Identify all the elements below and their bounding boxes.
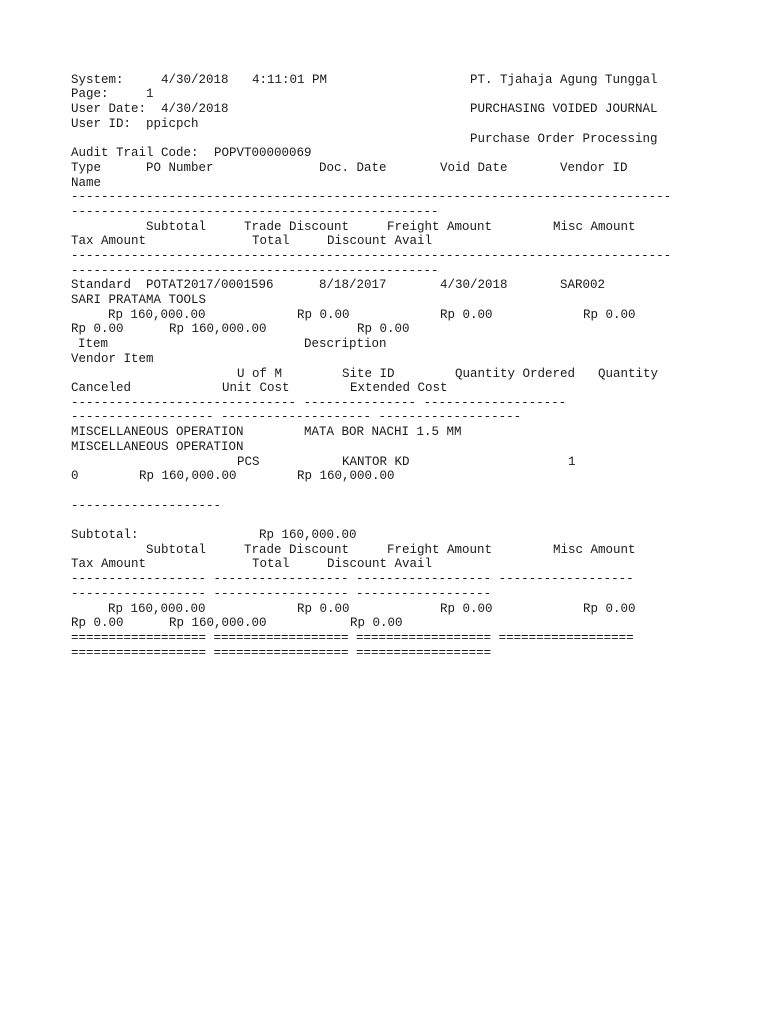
- po-trade-discount: Rp 0.00: [297, 308, 350, 322]
- col-description: Description: [304, 337, 387, 351]
- po-freight-amount: Rp 0.00: [440, 308, 493, 322]
- page-label: Page:: [71, 87, 109, 101]
- item-quantity-ordered: 1: [568, 455, 576, 469]
- item-description: MATA BOR NACHI 1.5 MM: [304, 425, 462, 439]
- col-freight-amount: Freight Amount: [387, 220, 493, 234]
- user-date-label: User Date:: [71, 102, 147, 116]
- col-type: Type: [71, 161, 102, 175]
- item-vendor-item: MISCELLANEOUS OPERATION: [71, 440, 244, 454]
- user-id: ppicpch: [146, 117, 199, 131]
- col-item: Item: [78, 337, 109, 351]
- item-unit-cost: Rp 160,000.00: [139, 469, 237, 483]
- col-uofm: U of M: [237, 367, 283, 381]
- rule-dash: -------------------------------------------------: [71, 264, 439, 278]
- grand-subtotal: Rp 160,000.00: [108, 602, 206, 616]
- rule-dash: ------------------------------ --------------- -------------------: [71, 396, 567, 410]
- user-date: 4/30/2018: [161, 102, 229, 116]
- grand-trade-discount: Rp 0.00: [297, 602, 350, 616]
- po-misc-amount: Rp 0.00: [583, 308, 636, 322]
- rule-double: ================== ================== ================== ==================: [71, 631, 634, 645]
- page-number: 1: [146, 87, 154, 101]
- col-vendor-id: Vendor ID: [560, 161, 628, 175]
- rule-dash: ------------------ ------------------ ------------------: [71, 587, 492, 601]
- report-title: PURCHASING VOIDED JOURNAL: [470, 102, 658, 116]
- total-col-trade-discount: Trade Discount: [244, 543, 350, 557]
- col-name: Name: [71, 176, 102, 190]
- audit-trail-label: Audit Trail Code:: [71, 146, 199, 160]
- item-uofm: PCS: [237, 455, 260, 469]
- po-type: Standard: [71, 278, 132, 292]
- po-vendor-id: SAR002: [560, 278, 606, 292]
- total-col-subtotal: Subtotal: [146, 543, 207, 557]
- po-subtotal: Rp 160,000.00: [108, 308, 206, 322]
- po-vendor-name: SARI PRATAMA TOOLS: [71, 293, 207, 307]
- col-doc-date: Doc. Date: [319, 161, 387, 175]
- rule-dash: ------------------- -------------------- -------------------: [71, 410, 522, 424]
- rule-dash: -------------------------------------------------: [71, 205, 439, 219]
- col-vendor-item: Vendor Item: [71, 352, 154, 366]
- col-trade-discount: Trade Discount: [244, 220, 350, 234]
- rule-dash: --------------------------------------------------------------------------------: [71, 190, 672, 204]
- col-discount-avail: Discount Avail: [327, 234, 433, 248]
- system-time: 4:11:01 PM: [252, 73, 328, 87]
- col-canceled: Canceled: [71, 381, 132, 395]
- grand-discount-avail: Rp 0.00: [350, 616, 403, 630]
- grand-tax-amount: Rp 0.00: [71, 616, 124, 630]
- item-extended-cost: Rp 160,000.00: [297, 469, 395, 483]
- col-unit-cost: Unit Cost: [222, 381, 290, 395]
- col-void-date: Void Date: [440, 161, 508, 175]
- company-name: PT. Tjahaja Agung Tunggal: [470, 73, 658, 87]
- item-quantity-canceled: 0: [71, 469, 79, 483]
- item-subtotal-value: Rp 160,000.00: [259, 528, 357, 542]
- col-site-id: Site ID: [342, 367, 395, 381]
- item-number: MISCELLANEOUS OPERATION: [71, 425, 244, 439]
- item-site-id: KANTOR KD: [342, 455, 410, 469]
- module-name: Purchase Order Processing: [470, 132, 658, 146]
- col-subtotal: Subtotal: [146, 220, 207, 234]
- audit-trail-code: POPVT00000069: [214, 146, 312, 160]
- user-id-label: User ID:: [71, 117, 132, 131]
- system-label: System:: [71, 73, 124, 87]
- grand-misc-amount: Rp 0.00: [583, 602, 636, 616]
- system-date: 4/30/2018: [161, 73, 229, 87]
- po-number: POTAT2017/0001596: [146, 278, 274, 292]
- col-quantity-ordered: Quantity Ordered: [455, 367, 576, 381]
- col-quantity: Quantity: [598, 367, 659, 381]
- po-total: Rp 160,000.00: [169, 322, 267, 336]
- item-subtotal-label: Subtotal:: [71, 528, 139, 542]
- rule-dash: --------------------: [71, 499, 222, 513]
- rule-dash: ------------------ ------------------ ------------------ ------------------: [71, 572, 634, 586]
- po-tax-amount: Rp 0.00: [71, 322, 124, 336]
- total-col-misc-amount: Misc Amount: [553, 543, 636, 557]
- po-doc-date: 8/18/2017: [319, 278, 387, 292]
- grand-total: Rp 160,000.00: [169, 616, 267, 630]
- rule-dash: --------------------------------------------------------------------------------: [71, 249, 672, 263]
- col-extended-cost: Extended Cost: [350, 381, 448, 395]
- total-col-freight-amount: Freight Amount: [387, 543, 493, 557]
- col-misc-amount: Misc Amount: [553, 220, 636, 234]
- po-void-date: 4/30/2018: [440, 278, 508, 292]
- total-col-discount-avail: Discount Avail: [327, 557, 433, 571]
- total-col-tax-amount: Tax Amount: [71, 557, 147, 571]
- col-po-number: PO Number: [146, 161, 214, 175]
- rule-double: ================== ================== ==================: [71, 646, 492, 660]
- col-total: Total: [252, 234, 290, 248]
- po-discount-avail: Rp 0.00: [357, 322, 410, 336]
- col-tax-amount: Tax Amount: [71, 234, 147, 248]
- total-col-total: Total: [252, 557, 290, 571]
- grand-freight-amount: Rp 0.00: [440, 602, 493, 616]
